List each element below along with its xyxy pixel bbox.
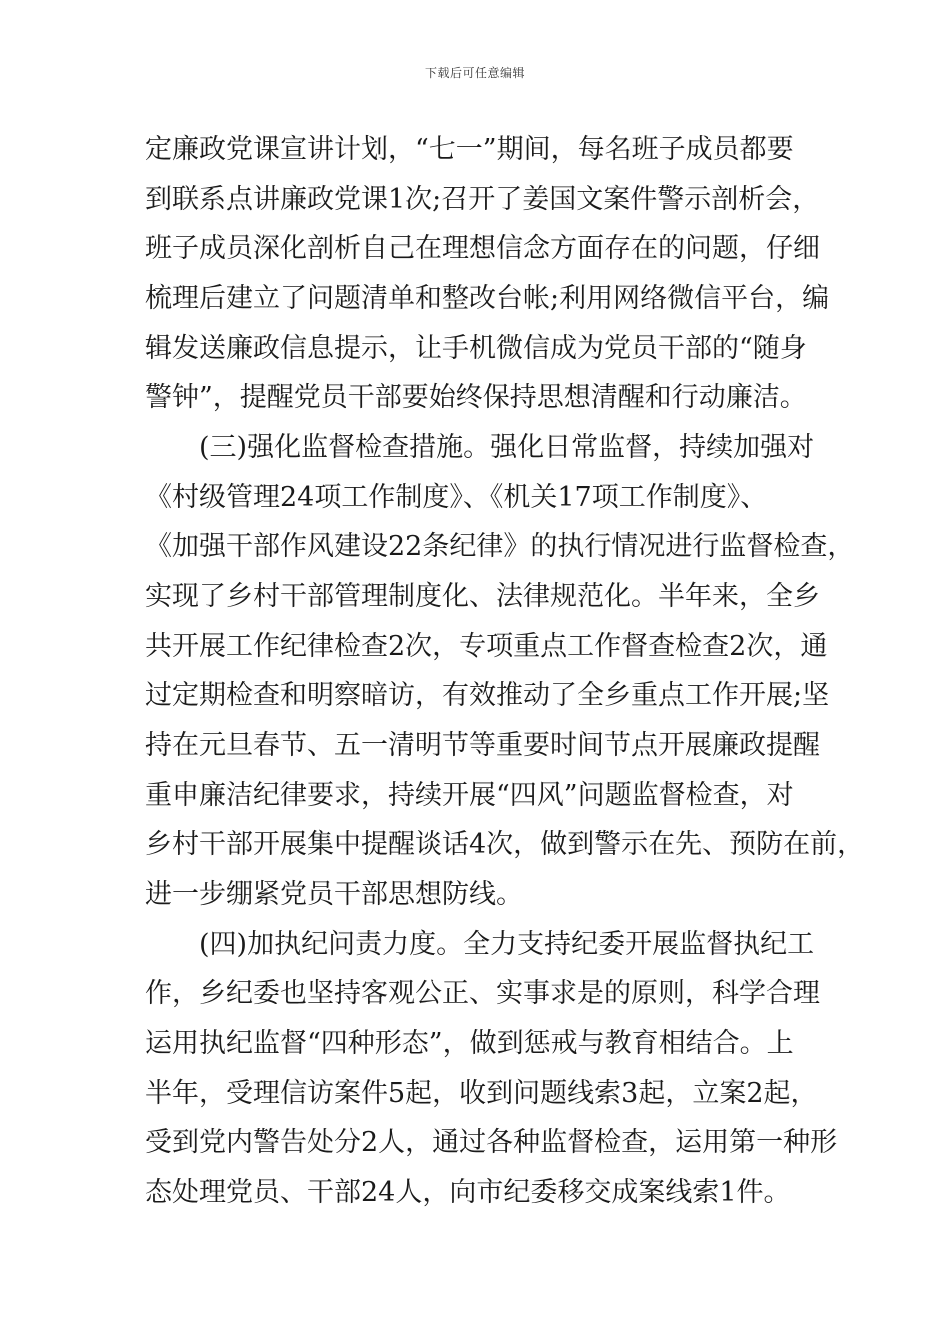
text-line: (四)加执纪问责力度。全力支持纪委开展监督执纪工 [199, 929, 815, 960]
page-header: 下载后可任意编辑 [424, 66, 525, 80]
text-line: 《村级管理24项工作制度》、《机关17项工作制度》、 [145, 482, 768, 513]
text-line: 半年，受理信访案件5起，收到问题线索3起，立案2起， [145, 1078, 818, 1109]
text-line: 过定期检查和明察暗访，有效推动了全乡重点工作开展;坚 [145, 680, 830, 711]
text-line: 乡村干部开展集中提醒谈话4次，做到警示在先、预防在前， [145, 829, 865, 860]
text-line: 持在元旦春节、五一清明节等重要时间节点开展廉政提醒 [145, 730, 820, 761]
text-line: 实现了乡村干部管理制度化、法律规范化。半年来，全乡 [145, 581, 820, 612]
text-line: 辑发送廉政信息提示，让手机微信成为党员干部的“随身 [145, 333, 807, 364]
text-line: 态处理党员、干部24人，向市纪委移交成案线索1件。 [145, 1177, 791, 1208]
text-line: (三)强化监督检查措施。强化日常监督，持续加强对 [199, 432, 815, 463]
text-line: 梳理后建立了问题清单和整改台帐;利用网络微信平台，编 [145, 283, 830, 314]
text-line: 运用执纪监督“四种形态”，做到惩戒与教育相结合。上 [145, 1028, 794, 1059]
text-line: 到联系点讲廉政党课1次;召开了姜国文案件警示剖析会， [145, 184, 820, 215]
text-line: 警钟”，提醒党员干部要始终保持思想清醒和行动廉洁。 [145, 382, 807, 413]
text-line: 进一步绷紧党员干部思想防线。 [145, 879, 523, 910]
text-line: 受到党内警告处分2人，通过各种监督检查，运用第一种形 [145, 1127, 838, 1158]
text-line: 共开展工作纪律检查2次，专项重点工作督查检查2次，通 [145, 631, 828, 662]
text-line: 重申廉洁纪律要求，持续开展“四风”问题监督检查，对 [145, 780, 794, 811]
text-line: 《加强干部作风建设22条纪律》的执行情况进行监督检查， [145, 531, 855, 562]
text-line: 作，乡纪委也坚持客观公正、实事求是的原则，科学合理 [145, 978, 820, 1009]
text-line: 班子成员深化剖析自己在理想信念方面存在的问题，仔细 [145, 233, 820, 264]
text-line: 定廉政党课宣讲计划，“七一”期间，每名班子成员都要 [145, 134, 794, 165]
